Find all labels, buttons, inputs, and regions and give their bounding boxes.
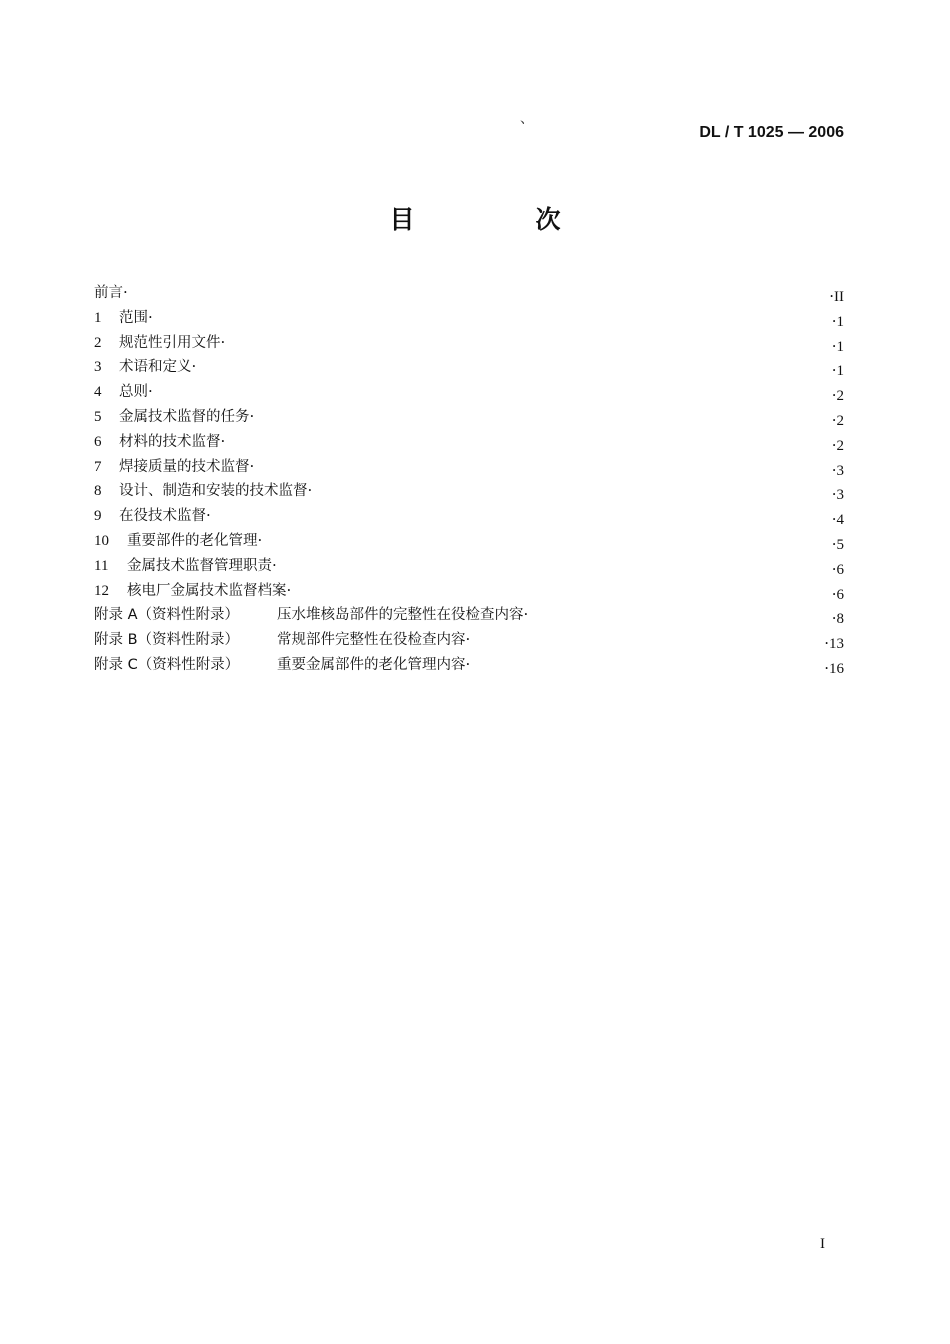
leader-dot: ·: [831, 609, 837, 628]
leader-dot: ·: [831, 584, 837, 603]
toc-item-2[interactable]: [94, 330, 844, 355]
leader-dot: ·: [206, 506, 211, 525]
toc-entry-label: 金属技术监督的任务: [119, 408, 250, 425]
toc-entry-number: 10: [94, 532, 109, 549]
leader-dot: ·: [123, 283, 128, 301]
toc-page-number: 6: [836, 561, 844, 578]
toc-entry: [94, 330, 225, 356]
toc-entry-label: 金属技术监督管理职责: [127, 557, 272, 574]
leader-dot: ·: [824, 634, 829, 653]
toc-entry-label: 总则: [119, 384, 148, 401]
toc-entry-label: 常规部件完整性在役检查内容: [277, 632, 466, 649]
toc-entry: [94, 503, 211, 529]
leader-dot: ·: [824, 658, 829, 677]
toc-entry-number: 7: [94, 458, 102, 475]
toc-entry-number: 5: [94, 408, 102, 425]
leader-dot: ·: [249, 456, 255, 475]
leader-dot: ·: [272, 555, 277, 574]
leader-dot: ·: [257, 530, 263, 549]
toc-appendix-prefix: 附录 A（资料性附录）: [94, 607, 240, 624]
toc-page-number: 2: [836, 437, 844, 454]
toc-entry-label: 重要部件的老化管理: [127, 532, 258, 549]
toc-item-9[interactable]: [94, 503, 844, 528]
toc-entry-label: 规范性引用文件: [119, 334, 221, 351]
toc-item-1[interactable]: [94, 305, 844, 330]
page-number: I: [820, 1236, 825, 1252]
toc-item-7[interactable]: [94, 454, 844, 479]
leader-dot: ·: [831, 410, 837, 429]
toc-page-number: 1: [836, 363, 844, 380]
toc-item-3[interactable]: [94, 354, 844, 379]
leader-dot: ·: [220, 431, 226, 450]
toc-page-number: 3: [836, 462, 844, 479]
toc-page-number: 2: [836, 388, 844, 405]
leader-dot: ·: [148, 307, 153, 326]
toc-entry-label: 焊接质量的技术监督: [119, 458, 250, 475]
toc-entry: [94, 280, 128, 306]
toc-page-number: II: [834, 289, 844, 305]
toc-page-number: 4: [836, 512, 844, 529]
table-of-contents: [94, 280, 844, 677]
toc-entry: [94, 379, 153, 405]
toc-item-11[interactable]: [94, 553, 844, 578]
leader-dot: ·: [831, 510, 837, 529]
toc-item-4[interactable]: [94, 379, 844, 404]
toc-item-appendix-c[interactable]: [94, 652, 844, 677]
toc-entry: [94, 305, 153, 331]
toc-entry: [94, 602, 528, 628]
toc-entry-label: 术语和定义: [119, 359, 192, 376]
toc-page-number: 8: [836, 611, 844, 628]
toc-entry: [94, 553, 277, 579]
toc-entry-label: 在役技术监督: [119, 508, 206, 525]
toc-entry-label: 核电厂金属技术监督档案: [127, 582, 287, 599]
toc-entry-number: 6: [94, 433, 102, 450]
toc-entry-label: 重要金属部件的老化管理内容: [277, 656, 466, 673]
leader-dot: ·: [220, 332, 226, 351]
toc-entry-label: 前言: [94, 285, 123, 301]
toc-page-number: 3: [836, 487, 844, 504]
leader-dot: ·: [465, 630, 471, 649]
leader-dot: ·: [831, 534, 837, 553]
leader-dot: ·: [831, 311, 837, 330]
toc-entry-page: [824, 656, 844, 682]
toc-entry: [94, 578, 291, 604]
toc-entry-label: 范围: [119, 309, 148, 326]
leader-dot: ·: [286, 580, 292, 599]
toc-entry-label: 压水堆核岛部件的完整性在役检查内容: [277, 607, 524, 624]
toc-item-appendix-a[interactable]: [94, 602, 844, 627]
toc-entry-number: 3: [94, 359, 102, 376]
toc-entry-number: 11: [94, 557, 109, 574]
leader-dot: ·: [523, 605, 529, 624]
toc-page-number: 1: [836, 338, 844, 355]
toc-entry: [94, 429, 225, 455]
toc-entry-number: 2: [94, 334, 102, 351]
toc-entry-number: 4: [94, 384, 102, 401]
toc-entry: [94, 627, 470, 653]
toc-entry: [94, 454, 254, 480]
toc-item-12[interactable]: [94, 578, 844, 603]
toc-entry-number: 9: [94, 508, 102, 525]
toc-entry: [94, 652, 470, 678]
leader-dot: ·: [831, 336, 837, 355]
leader-dot: ·: [831, 435, 837, 454]
toc-entry: [94, 528, 262, 554]
toc-entry-number: 1: [94, 309, 102, 326]
leader-dot: ·: [148, 382, 153, 401]
toc-entry-label: 材料的技术监督: [119, 433, 221, 450]
leader-dot: ·: [831, 386, 837, 405]
leader-dot: ·: [191, 357, 197, 376]
stray-mark: 、: [520, 111, 534, 127]
leader-dot: ·: [249, 406, 255, 425]
toc-item-6[interactable]: [94, 429, 844, 454]
leader-dot: ·: [831, 460, 837, 479]
toc-item-10[interactable]: [94, 528, 844, 553]
toc-item-8[interactable]: [94, 478, 844, 503]
leader-dot: ·: [831, 559, 837, 578]
toc-entry: [94, 478, 312, 504]
toc-page-number: 2: [836, 412, 844, 429]
toc-page-number: 1: [836, 313, 844, 330]
toc-item-5[interactable]: [94, 404, 844, 429]
toc-item-appendix-b[interactable]: [94, 627, 844, 652]
toc-entry: [94, 404, 254, 430]
toc-item-foreword[interactable]: [94, 280, 844, 305]
leader-dot: ·: [831, 361, 837, 380]
toc-page-number: 6: [836, 586, 844, 603]
leader-dot: ·: [307, 481, 313, 500]
toc-appendix-prefix: 附录 C（资料性附录）: [94, 656, 240, 673]
leader-dot: ·: [465, 654, 471, 673]
leader-dot: ·: [831, 485, 837, 504]
toc-entry: [94, 354, 196, 380]
page-title: 目 次: [389, 205, 609, 234]
toc-page-number: 13: [829, 636, 844, 653]
toc-page-number: 16: [829, 660, 844, 677]
document-code: DL / T 1025 — 2006: [699, 124, 844, 141]
toc-entry-number: 8: [94, 483, 102, 500]
toc-appendix-prefix: 附录 B（资料性附录）: [94, 632, 240, 649]
toc-page-number: 5: [836, 536, 844, 553]
toc-entry-number: 12: [94, 582, 109, 599]
toc-entry-label: 设计、制造和安装的技术监督: [119, 483, 308, 500]
leader-dot: ·: [829, 287, 834, 305]
